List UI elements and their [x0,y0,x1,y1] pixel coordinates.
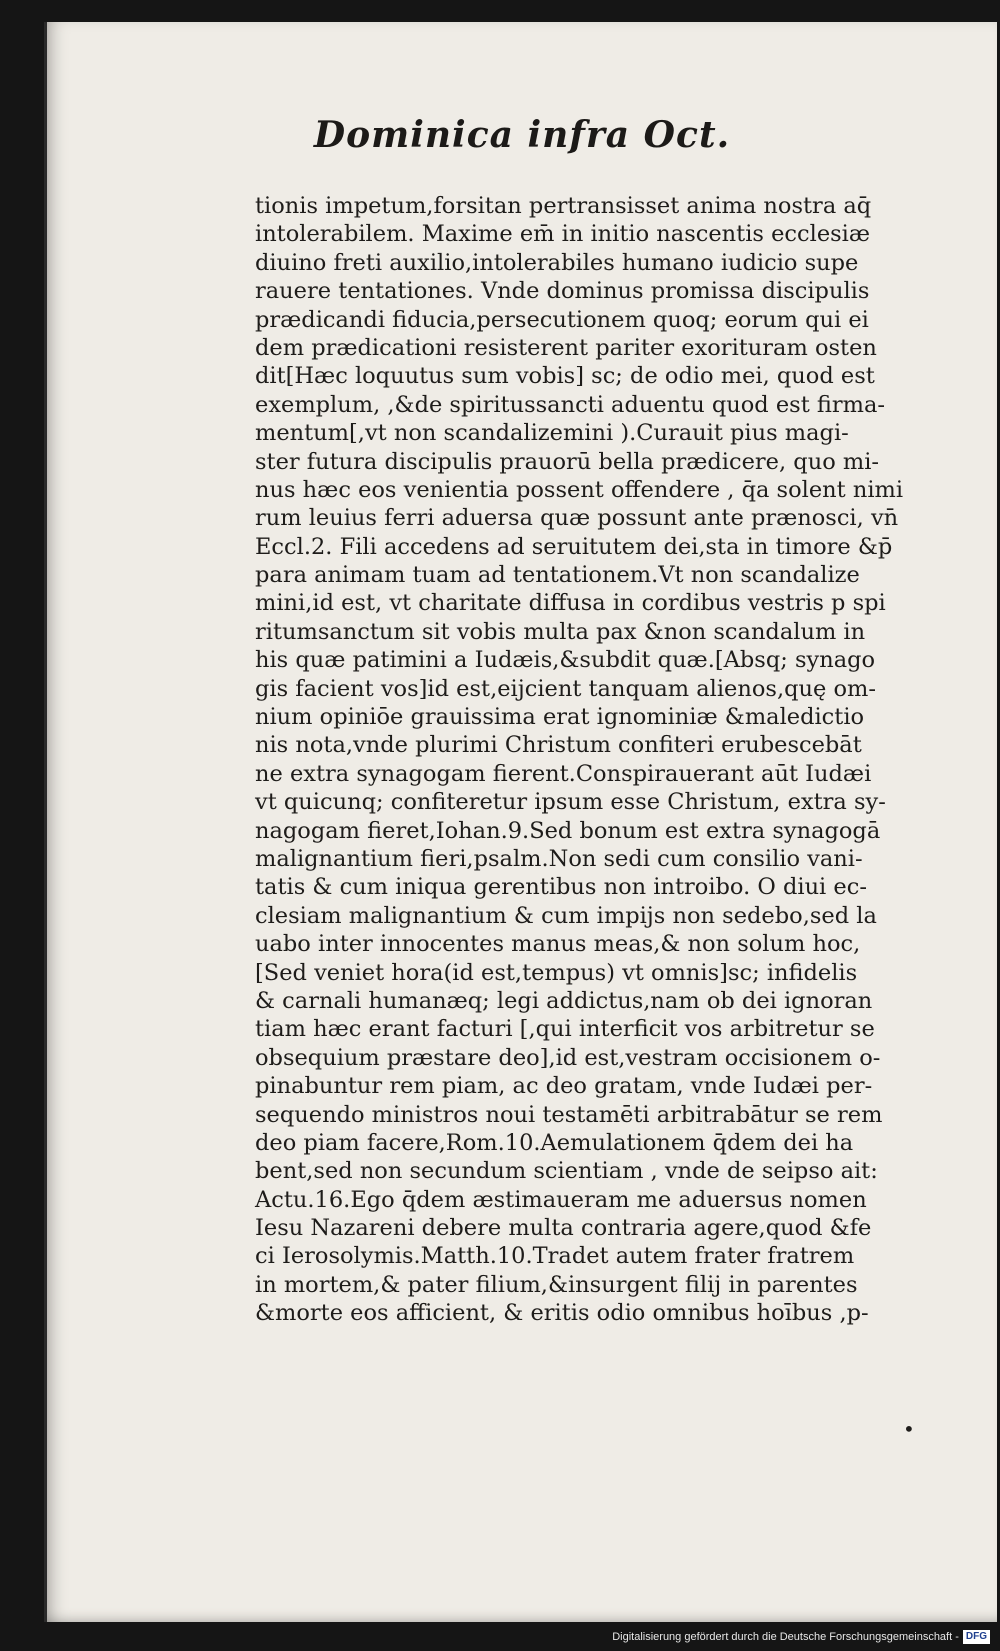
text-line: gis facient vos]id est,eijcient tanquam alienos,quę om- [255,675,876,702]
text-line: obsequium præstare deo],id est,vestram occisionem o- [255,1044,881,1071]
text-line: his quæ patimini a Iudæis,&subdit quæ.[Absq; synago [255,647,876,674]
page-bullet: • [903,1417,915,1441]
running-head: Dominica infra Oct. [313,114,731,156]
text-line: uabo inter innocentes manus meas,& non solum hoc, [255,931,861,958]
body-text [255,192,945,1328]
text-line: rum leuius ferri aduersa quæ possunt ante prænosci, vn̄ [255,505,899,532]
text-line: ster futura discipulis prauorū bella prædicere, quo mi- [255,448,880,475]
text-line: Eccl.2. Fili accedens ad seruitutem dei,sta in timore &p̄ [255,533,893,560]
text-line: tatis & cum iniqua gerentibus non introibo. O diui ec- [255,874,867,901]
text-line: tionis impetum,forsitan pertransisset anima nostra aq̄ [255,193,872,219]
text-line: &morte eos afficient, & eritis odio omnibus hoībus ,p- [255,1300,869,1327]
text-line: para animam tuam ad tentationem.Vt non scandalize [255,562,860,589]
text-line: Actu.16.Ego q̄dem æstimaueram me aduersus nomen [255,1186,867,1213]
digitization-credit [612,1629,990,1645]
text-line: nagogam fieret,Iohan.9.Sed bonum est extra synagogā [255,817,881,844]
text-line: intolerabilem. Maxime em̄ in initio nascentis ecclesiæ [255,221,871,248]
text-line: nis nota,vnde plurimi Christum confiteri erubescebāt [255,732,862,759]
text-line: nus hæc eos venientia possent offendere , q̄a solent nimi [255,476,904,503]
text-line: mentum[,vt non scandalizemini ).Curauit pius magi- [255,420,849,447]
text-line: deo piam facere,Rom.10.Aemulationem q̄dem dei ha [255,1129,854,1156]
text-line: bent,sed non secundum scientiam , vnde de seipso ait: [255,1158,878,1185]
text-line: malignantium fieri,psalm.Non sedi cum consilio vani- [255,845,863,872]
text-line: dem prædicationi resisterent pariter exorituram osten [255,334,877,361]
text-line: in mortem,& pater filium,&insurgent filij in parentes [255,1271,858,1298]
text-line: & carnali humanæq; legi addictus,nam ob dei ignoran [255,987,873,1014]
book-page [44,22,997,1622]
text-line: vt quicunq; confiteretur ipsum esse Christum, extra sy- [255,789,886,816]
text-line: mini,id est, vt charitate diffusa in cordibus vestris p spi [255,590,886,617]
text-line: [Sed veniet hora(id est,tempus) vt omnis]sc; infidelis [255,959,858,986]
text-line: exemplum, ,&de spiritussancti aduentu quod est firma- [255,391,886,418]
text-line: diuino freti auxilio,intolerabiles humano iudicio supe [255,249,859,276]
dfg-logo: DFG [963,1630,990,1644]
text-line: tiam hæc erant facturi [,qui interficit vos arbitretur se [255,1016,875,1043]
text-line: ritumsanctum sit vobis multa pax &non scandalum in [255,618,866,645]
text-line: clesiam malignantium & cum impijs non sedebo,sed la [255,902,877,929]
text-line: Iesu Nazareni debere multa contraria agere,quod &fe [255,1215,872,1242]
text-line: ne extra synagogam fierent.Conspirauerant aūt Iudæi [255,760,872,787]
credit-text: Digitalisierung gefördert durch die Deutsche Forschungsgemeinschaft - [612,1631,959,1643]
text-line: dit[Hæc loquutus sum vobis] sc; de odio mei, quod est [255,363,875,390]
text-line: pinabuntur rem piam, ac deo gratam, vnde Iudæi per- [255,1073,873,1100]
text-line: nium opiniōe grauissima erat ignominiæ &maledictio [255,704,865,731]
text-line: ci Ierosolymis.Matth.10.Tradet autem frater fratrem [255,1243,855,1270]
text-line: prædicandi fiducia,persecutionem quoq; eorum qui ei [255,306,869,333]
text-line: sequendo ministros noui testamēti arbitrabātur se rem [255,1101,883,1128]
text-line: rauere tentationes. Vnde dominus promissa discipulis [255,278,870,305]
